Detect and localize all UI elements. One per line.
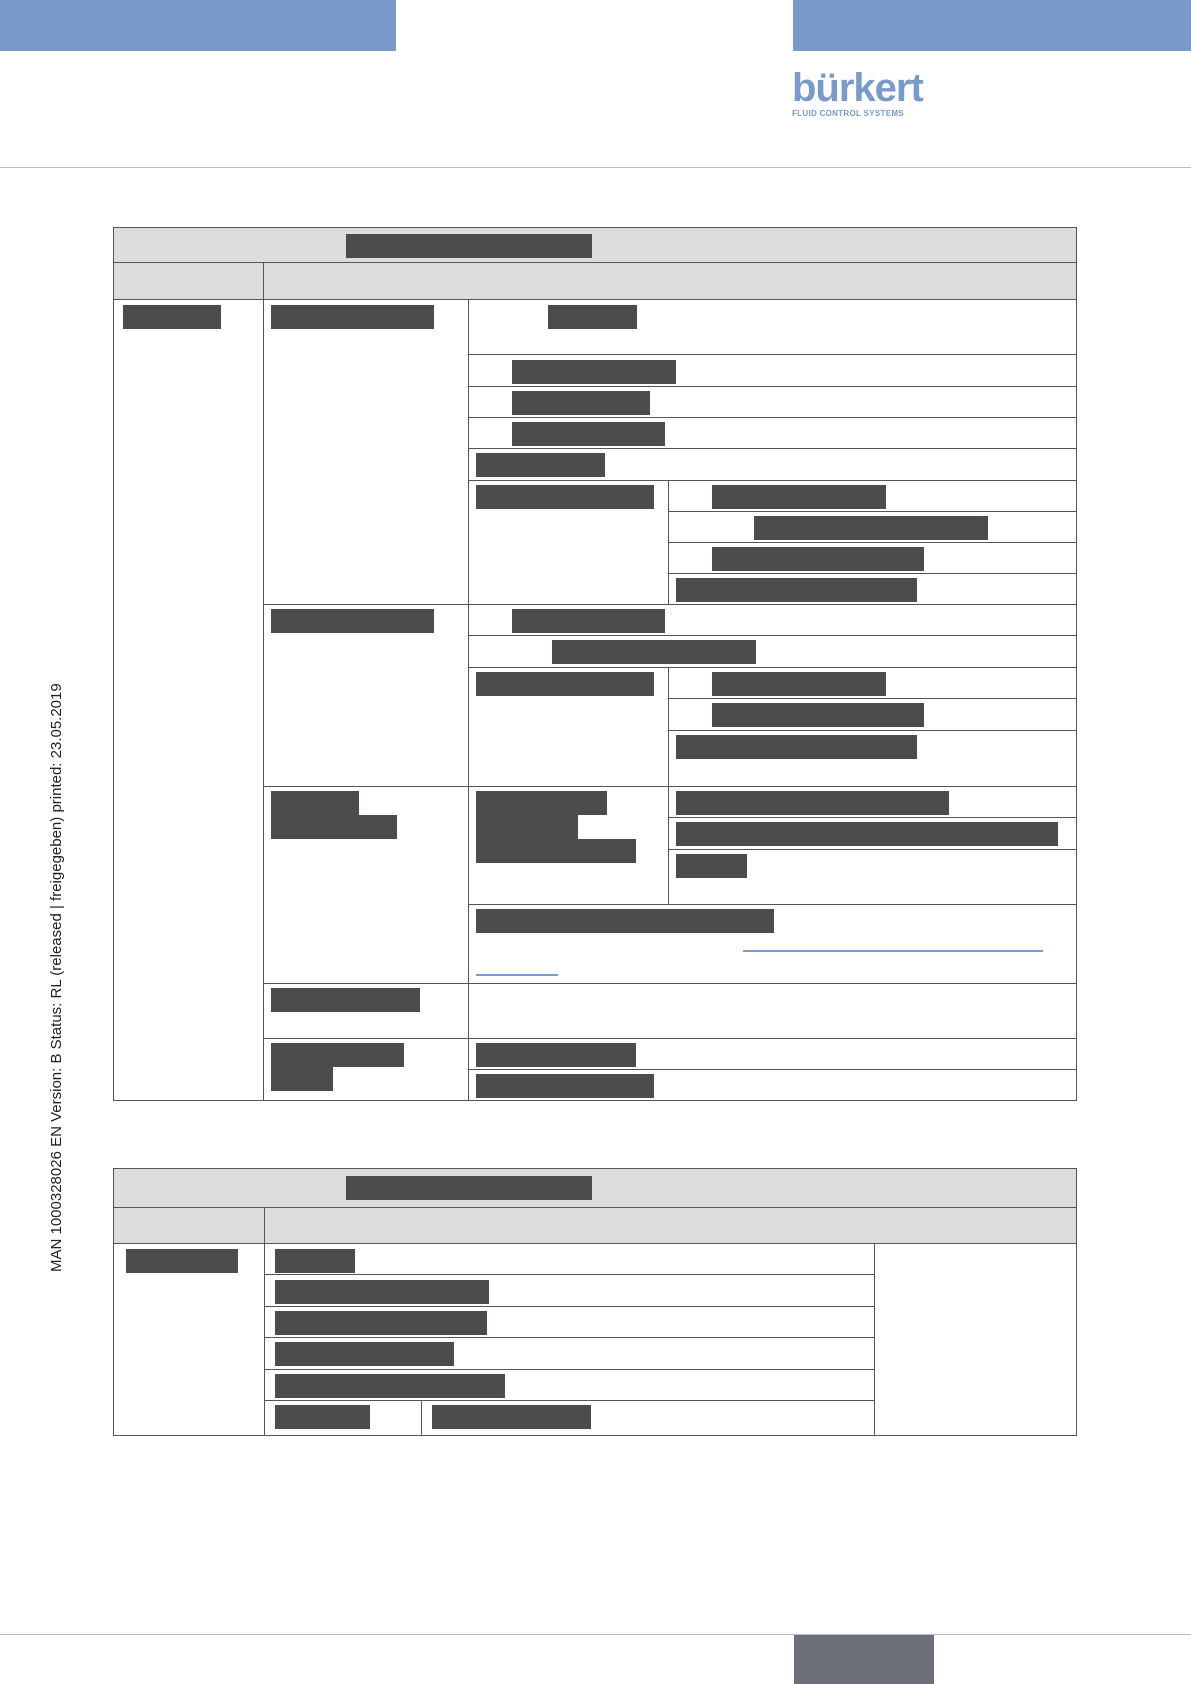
table2-title-row	[114, 1169, 1076, 1207]
table1-item-1-sub-4	[676, 578, 917, 602]
table1-item-1-opt-5	[476, 485, 654, 509]
table1-item-3-link-line-1[interactable]	[743, 950, 1043, 952]
table1-title-row	[114, 228, 1076, 262]
table1-item-1-opt-2	[512, 391, 650, 415]
table2-item-2	[275, 1280, 489, 1304]
header-band-right	[793, 0, 1191, 51]
table2-item-6-value	[432, 1405, 591, 1429]
table1-item-2-opt-1	[512, 609, 665, 633]
table1-item-1-sub-3	[712, 547, 924, 571]
brand-logo: bürkert	[792, 66, 923, 110]
table2-item-5	[275, 1374, 505, 1398]
table1-title-redacted	[346, 234, 592, 258]
table1-item-5-opt-1	[476, 1043, 636, 1067]
table2-item-6	[275, 1405, 370, 1429]
table1-item-3-sub-3	[676, 854, 747, 878]
table1-item-5-opt-2	[476, 1074, 654, 1098]
page-number-tab	[794, 1635, 934, 1684]
table1-item-1-opt-4	[476, 453, 605, 477]
table1-item-3-note	[476, 909, 774, 933]
table2-row-label-redacted	[126, 1249, 238, 1273]
table1-column-header-2	[264, 263, 1076, 299]
table1-item-2-sub-3	[676, 735, 917, 759]
table2-item-3	[275, 1311, 487, 1335]
header-band-left	[0, 0, 396, 51]
table1-row-label-redacted	[123, 305, 221, 329]
table2-item-1	[275, 1249, 355, 1273]
document-status-text: MAN 1000328026 EN Version: B Status: RL (released | freigegeben) printed: 23.05.2019	[48, 683, 65, 1272]
table1-item-3-link-line-2[interactable]	[476, 974, 558, 976]
table1-column-header-1	[114, 263, 263, 299]
table1-item-3-opt-c	[476, 839, 636, 863]
table1-item-5-redacted-a	[271, 1043, 404, 1067]
table1-item-1-sub-2	[754, 516, 988, 540]
menu-table-1	[113, 227, 1077, 1101]
table1-item-3-redacted-a	[271, 791, 359, 815]
table1-item-3-sub-1	[676, 791, 949, 815]
table1-item-5-redacted-b	[271, 1067, 333, 1091]
table1-item-3-redacted-b	[271, 815, 397, 839]
header-divider	[0, 167, 1191, 168]
footer-divider	[0, 1634, 1191, 1635]
table2-title-redacted	[346, 1176, 592, 1200]
menu-table-2	[113, 1168, 1077, 1436]
table1-item-1-sub-1	[712, 485, 886, 509]
table1-item-1-opt-3	[512, 422, 665, 446]
table1-item-1-redacted	[271, 305, 434, 329]
table1-item-3-opt-a	[476, 791, 607, 815]
table1-item-2-sub-1	[712, 672, 886, 696]
table1-item-1-opt-1	[512, 360, 676, 384]
table1-item-3-sub-2	[676, 822, 1058, 846]
table1-item-2-opt-2	[552, 640, 756, 664]
table2-item-4	[275, 1342, 454, 1366]
table1-item-2-opt-3	[476, 672, 654, 696]
table1-item-2-redacted	[271, 609, 434, 633]
table1-item-1-desc-redacted	[548, 305, 637, 329]
brand-tagline: FLUID CONTROL SYSTEMS	[792, 109, 904, 118]
table2-column-header-2	[265, 1208, 1076, 1243]
table1-item-2-sub-2	[712, 703, 924, 727]
table1-item-3-opt-b	[476, 815, 578, 839]
table1-item-4-redacted	[271, 988, 420, 1012]
table2-column-header-1	[114, 1208, 264, 1243]
